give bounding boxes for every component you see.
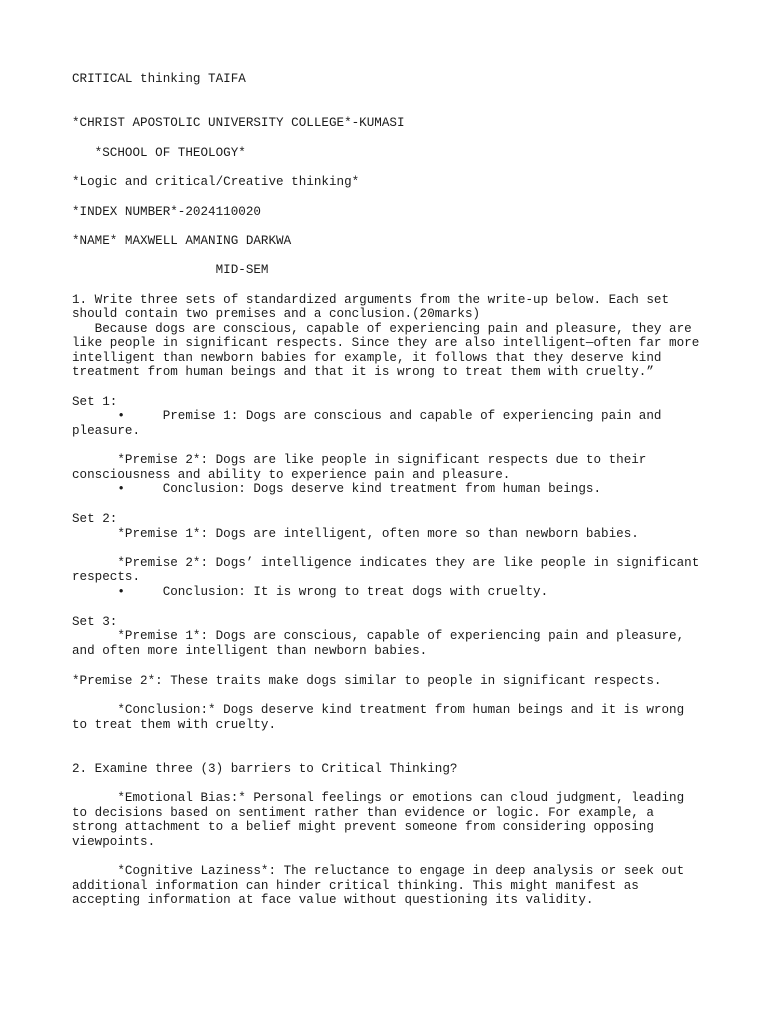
set-3-conclusion: *Conclusion:* Dogs deserve kind treatment from human beings and it is wrong xyxy=(72,703,685,717)
set-1-premise-1-cont: pleasure. xyxy=(72,424,141,438)
set-1-premise-1: • Premise 1: Dogs are conscious and capable of experiencing pain and xyxy=(72,409,662,423)
document-heading: CRITICAL thinking TAIFA xyxy=(72,72,246,86)
name-line: *NAME* MAXWELL AMANING DARKWA xyxy=(72,234,292,248)
set-3-premise-2: *Premise 2*: These traits make dogs similar to people in significant respects. xyxy=(72,674,662,688)
set-1-conclusion: • Conclusion: Dogs deserve kind treatment from human beings. xyxy=(72,482,602,496)
set-3-premise-1: *Premise 1*: Dogs are conscious, capable of experiencing pain and pleasure, xyxy=(72,629,685,643)
barrier-1-line-4: viewpoints. xyxy=(72,835,156,849)
set-3-premise-1-cont: and often more intelligent than newborn babies. xyxy=(72,644,428,658)
set-3-conclusion-cont: to treat them with cruelty. xyxy=(72,718,277,732)
barrier-1-line-2: to decisions based on sentiment rather than evidence or logic. For example, a xyxy=(72,806,654,820)
passage-line-4: treatment from human beings and that it is wrong to treat them with cruelty.” xyxy=(72,365,654,379)
school-line: *SCHOOL OF THEOLOGY* xyxy=(72,146,246,160)
question-1-line-1: 1. Write three sets of standardized arguments from the write-up below. Each set xyxy=(72,293,670,307)
set-2-conclusion: • Conclusion: It is wrong to treat dogs with cruelty. xyxy=(72,585,549,599)
set-2-premise-2-cont: respects. xyxy=(72,570,141,584)
barrier-2-line-3: accepting information at face value without questioning its validity. xyxy=(72,893,594,907)
index-number-line: *INDEX NUMBER*-2024110020 xyxy=(72,205,261,219)
set-1-premise-2-cont: consciousness and ability to experience pain and pleasure. xyxy=(72,468,511,482)
set-1-label: Set 1: xyxy=(72,395,118,409)
set-2-label: Set 2: xyxy=(72,512,118,526)
barrier-2-line-1: *Cognitive Laziness*: The reluctance to engage in deep analysis or seek out xyxy=(72,864,685,878)
set-2-premise-2: *Premise 2*: Dogs’ intelligence indicates they are like people in significant xyxy=(72,556,700,570)
exam-line: MID-SEM xyxy=(72,263,269,277)
barrier-1-line-1: *Emotional Bias:* Personal feelings or emotions can cloud judgment, leading xyxy=(72,791,685,805)
set-2-premise-1: *Premise 1*: Dogs are intelligent, often more so than newborn babies. xyxy=(72,527,639,541)
barrier-2-line-2: additional information can hinder critical thinking. This might manifest as xyxy=(72,879,639,893)
course-line: *Logic and critical/Creative thinking* xyxy=(72,175,360,189)
set-3-label: Set 3: xyxy=(72,615,118,629)
question-2: 2. Examine three (3) barriers to Critical Thinking? xyxy=(72,762,458,776)
passage-line-3: intelligent than newborn babies for example, it follows that they deserve kind xyxy=(72,351,662,365)
passage-line-1: Because dogs are conscious, capable of experiencing pain and pleasure, they are xyxy=(72,322,692,336)
institution-line: *CHRIST APOSTOLIC UNIVERSITY COLLEGE*-KUMASI xyxy=(72,116,405,130)
set-1-premise-2: *Premise 2*: Dogs are like people in significant respects due to their xyxy=(72,453,647,467)
question-1-line-2: should contain two premises and a conclusion.(20marks) xyxy=(72,307,481,321)
passage-line-2: like people in significant respects. Since they are also intelligent—often far more xyxy=(72,336,700,350)
barrier-1-line-3: strong attachment to a belief might prevent someone from considering opposing xyxy=(72,820,654,834)
